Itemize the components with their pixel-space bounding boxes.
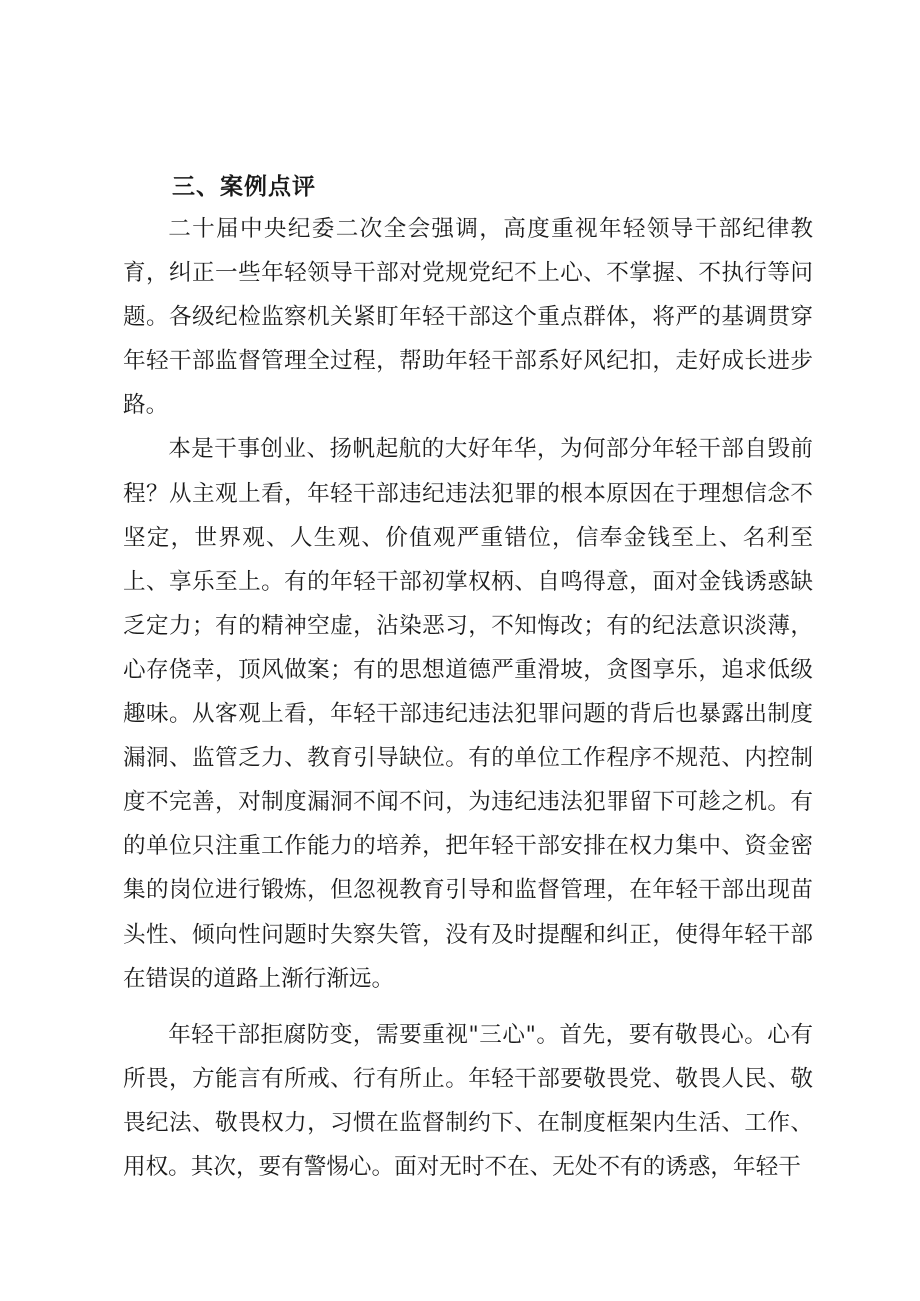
paragraph-2: 本是干事创业、扬帆起航的大好年华，为何部分年轻干部自毁前程？从主观上看，年轻干部违纪违法犯罪的根本原因在于理想信念不坚定，世界观、人生观、价值观严重错位，信奉金钱至上、名利至上、享乐至上。有的年轻干部初掌权柄、自鸣得意，面对金钱诱惑缺乏定力；有的精神空虚，沾染恶习，不知悔改；有的纪法意识淡薄，心存侥幸，顶风做案；有的思想道德严重滑坡，贪图享乐，追求低级趣味。从客观上看，年轻干部违纪违法犯罪问题的背后也暴露出制度漏洞、监管乏力、教育引导缺位。有的单位工作程序不规范、内控制度不完善，对制度漏洞不闻不问，为违纪违法犯罪留下可趁之机。有的单位只注重工作能力的培养，把年轻干部安排在权力集中、资金密集的岗位进行锻炼，但忽视教育引导和监督管理，在年轻干部出现苗头性、倾向性问题时失察失管，没有及时提醒和纠正，使得年轻干部在错误的道路上渐行渐远。	[123, 436, 813, 992]
paragraph-1: 二十届中央纪委二次全会强调，高度重视年轻领导干部纪律教育，纠正一些年轻领导干部对党规党纪不上心、不掌握、不执行等问题。各级纪检监察机关紧盯年轻干部这个重点群体，将严的基调贯穿年轻干部监督管理全过程，帮助年轻干部系好风纪扣，走好成长进步路。	[123, 216, 813, 419]
section-heading: 三、案例点评	[172, 174, 316, 200]
body-text	[123, 207, 813, 1189]
paragraph-3: 年轻干部拒腐防变，需要重视"三心"。首先，要有敬畏心。心有所畏，方能言有所戒、行有所止。年轻干部要敬畏党、敬畏人民、敬畏纪法、敬畏权力，习惯在监督制约下、在制度框架内生活、工作、用权。其次，要有警惕心。面对无时不在、无处不有的诱惑，年轻干	[123, 1021, 813, 1180]
